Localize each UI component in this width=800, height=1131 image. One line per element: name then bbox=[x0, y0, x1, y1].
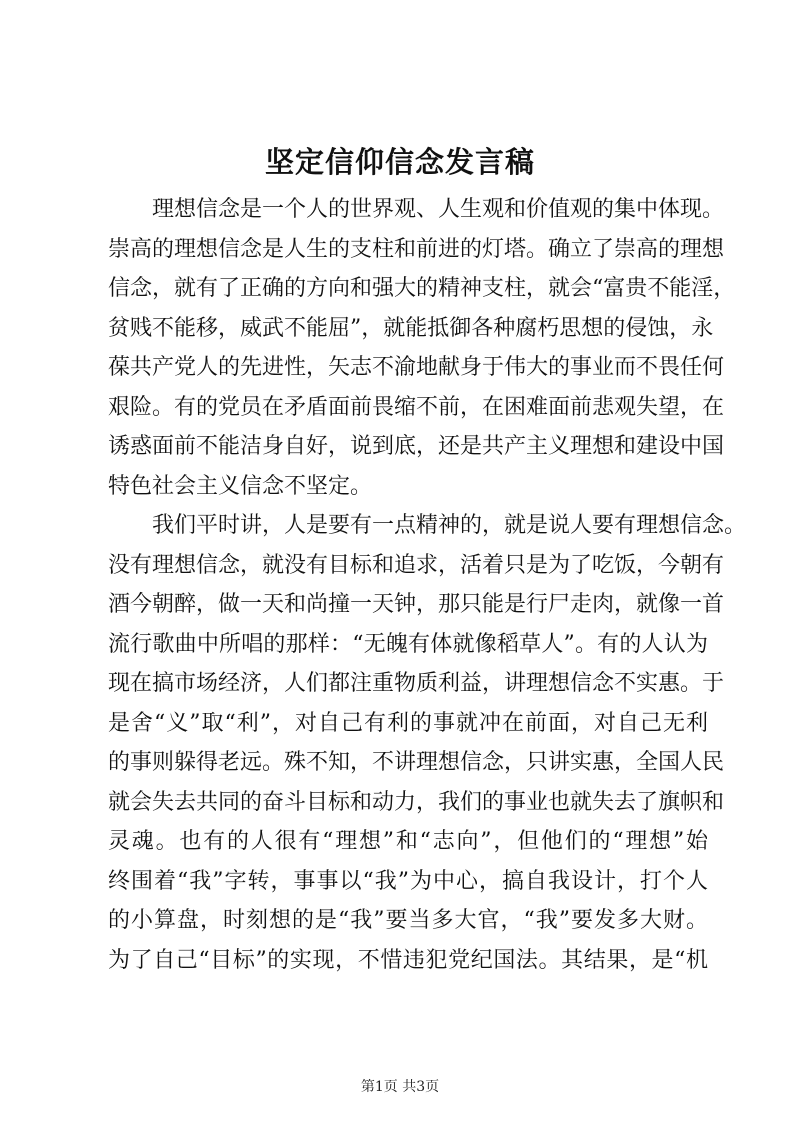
text-line: 崇高的理想信念是人生的支柱和前进的灯塔。确立了崇高的理想 bbox=[108, 236, 725, 262]
text-line: 理想信念是一个人的世界观、人生观和价值观的集中体现。 bbox=[152, 197, 725, 222]
document-title: 坚定信仰信念发言稿 bbox=[264, 145, 535, 179]
text-line: 特色社会主义信念不坚定。 bbox=[108, 473, 373, 499]
text-line: 灵魂。也有的人很有“理想”和“志向”，但他们的“理想”始 bbox=[108, 829, 708, 854]
text-line: 贫贱不能移，威武不能屈”，就能抵御各种腐朽思想的侵蚀，永 bbox=[108, 315, 714, 341]
text-line: 酒今朝醉，做一天和尚撞一天钟，那只能是行尸走肉，就像一首 bbox=[108, 592, 725, 617]
text-line: 诱惑面前不能洁身自好，说到底，还是共产主义理想和建设中国 bbox=[108, 434, 725, 459]
text-line: 就会失去共同的奋斗目标和动力，我们的事业也就失去了旗帜和 bbox=[108, 789, 725, 815]
text-line: 艰险。有的党员在矛盾面前畏缩不前，在困难面前悲观失望，在 bbox=[108, 394, 725, 420]
paragraph-1 bbox=[108, 190, 736, 506]
document-body bbox=[108, 190, 747, 980]
text-line: 终围着“我”字转，事事以“我”为中心，搞自我设计，打个人 bbox=[108, 868, 708, 894]
text-line: 信念，就有了正确的方向和强大的精神支柱，就会“富贵不能淫， bbox=[108, 276, 736, 301]
text-line: 葆共产党人的先进性，矢志不渝地献身于伟大的事业而不畏任何 bbox=[108, 355, 725, 380]
text-line: 是舍“义”取“利”，对自己有利的事就冲在前面，对自己无利 bbox=[108, 710, 708, 736]
text-line: 的事则躲得老远。殊不知，不讲理想信念，只讲实惠，全国人民 bbox=[108, 750, 725, 775]
page-number-footer: 第1页 共3页 bbox=[360, 1079, 440, 1095]
text-line: 没有理想信念，就没有目标和追求，活着只是为了吃饭，今朝有 bbox=[108, 552, 725, 578]
text-line: 的小算盘，时刻想的是“我”要当多大官，“我”要发多大财。 bbox=[108, 908, 708, 933]
text-line: 流行歌曲中所唱的那样：“无魄有体就像稻草人”。有的人认为 bbox=[108, 631, 708, 657]
text-line: 现在搞市场经济，人们都注重物质利益，讲理想信念不实惠。于 bbox=[108, 671, 725, 696]
paragraph-2 bbox=[108, 506, 747, 980]
text-line: 我们平时讲，人是要有一点精神的，就是说人要有理想信念。 bbox=[152, 513, 747, 538]
text-line: 为了自己“目标”的实现，不惜违犯党纪国法。其结果，是“机 bbox=[108, 947, 708, 973]
